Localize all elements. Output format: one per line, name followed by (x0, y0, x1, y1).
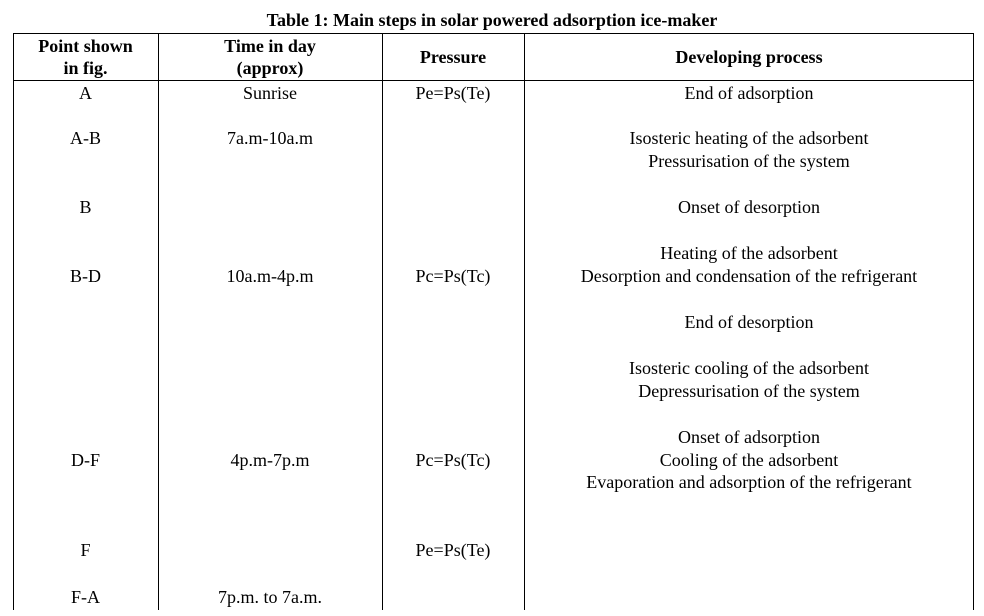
time-cell: 10a.m-4p.m (226, 266, 314, 286)
table-border-top (13, 33, 974, 34)
process-cell: Desorption and condensation of the refrigerant (580, 266, 918, 286)
point-cell: F (80, 540, 91, 560)
table-border-left (13, 33, 14, 610)
time-cell: 4p.m-7p.m (230, 450, 310, 470)
process-cell: End of desorption (684, 312, 814, 332)
process-cell: Depressurisation of the system (638, 381, 860, 401)
point-cell: B (79, 197, 92, 217)
process-cell: Onset of desorption (678, 197, 820, 217)
pressure-cell: Pc=Ps(Tc) (415, 450, 491, 470)
pressure-cell: Pe=Ps(Te) (415, 83, 491, 103)
time-cell: Sunrise (243, 83, 297, 103)
process-cell: Isosteric cooling of the adsorbent (629, 358, 869, 378)
time-cell: 7a.m-10a.m (227, 128, 313, 148)
process-cell: Pressurisation of the system (648, 151, 850, 171)
process-cell: Heating of the adsorbent (660, 243, 838, 263)
point-cell: B-D (70, 266, 101, 286)
point-cell: A-B (70, 128, 101, 148)
point-cell: D-F (70, 450, 100, 470)
header-process: Developing process (675, 47, 823, 67)
steps-table (13, 33, 974, 610)
header-time-line: Time in day (224, 36, 316, 56)
header-time-line: (approx) (236, 58, 304, 78)
header-divider (13, 80, 974, 81)
process-cell: Cooling of the adsorbent (659, 450, 839, 470)
header-pressure: Pressure (419, 47, 487, 67)
time-cell: 7p.m. to 7a.m. (218, 587, 322, 607)
point-cell: A (79, 83, 92, 103)
column-divider (158, 33, 159, 610)
column-divider (382, 33, 383, 610)
process-cell: Isosteric heating of the adsorbent (629, 128, 869, 148)
process-cell: End of adsorption (684, 83, 814, 103)
process-cell: Evaporation and adsorption of the refrigerant (586, 472, 912, 492)
header-point (13, 35, 158, 79)
process-cell: Onset of adsorption (678, 427, 820, 447)
table-title: Table 1: Main steps in solar powered adsorption ice-maker (266, 10, 718, 30)
header-point-line: in fig. (63, 58, 108, 78)
header-time (158, 35, 382, 79)
pressure-cell: Pe=Ps(Te) (415, 540, 491, 560)
point-cell: F-A (70, 587, 100, 607)
pressure-cell: Pc=Ps(Tc) (415, 266, 491, 286)
header-point-line: Point shown (38, 36, 133, 56)
